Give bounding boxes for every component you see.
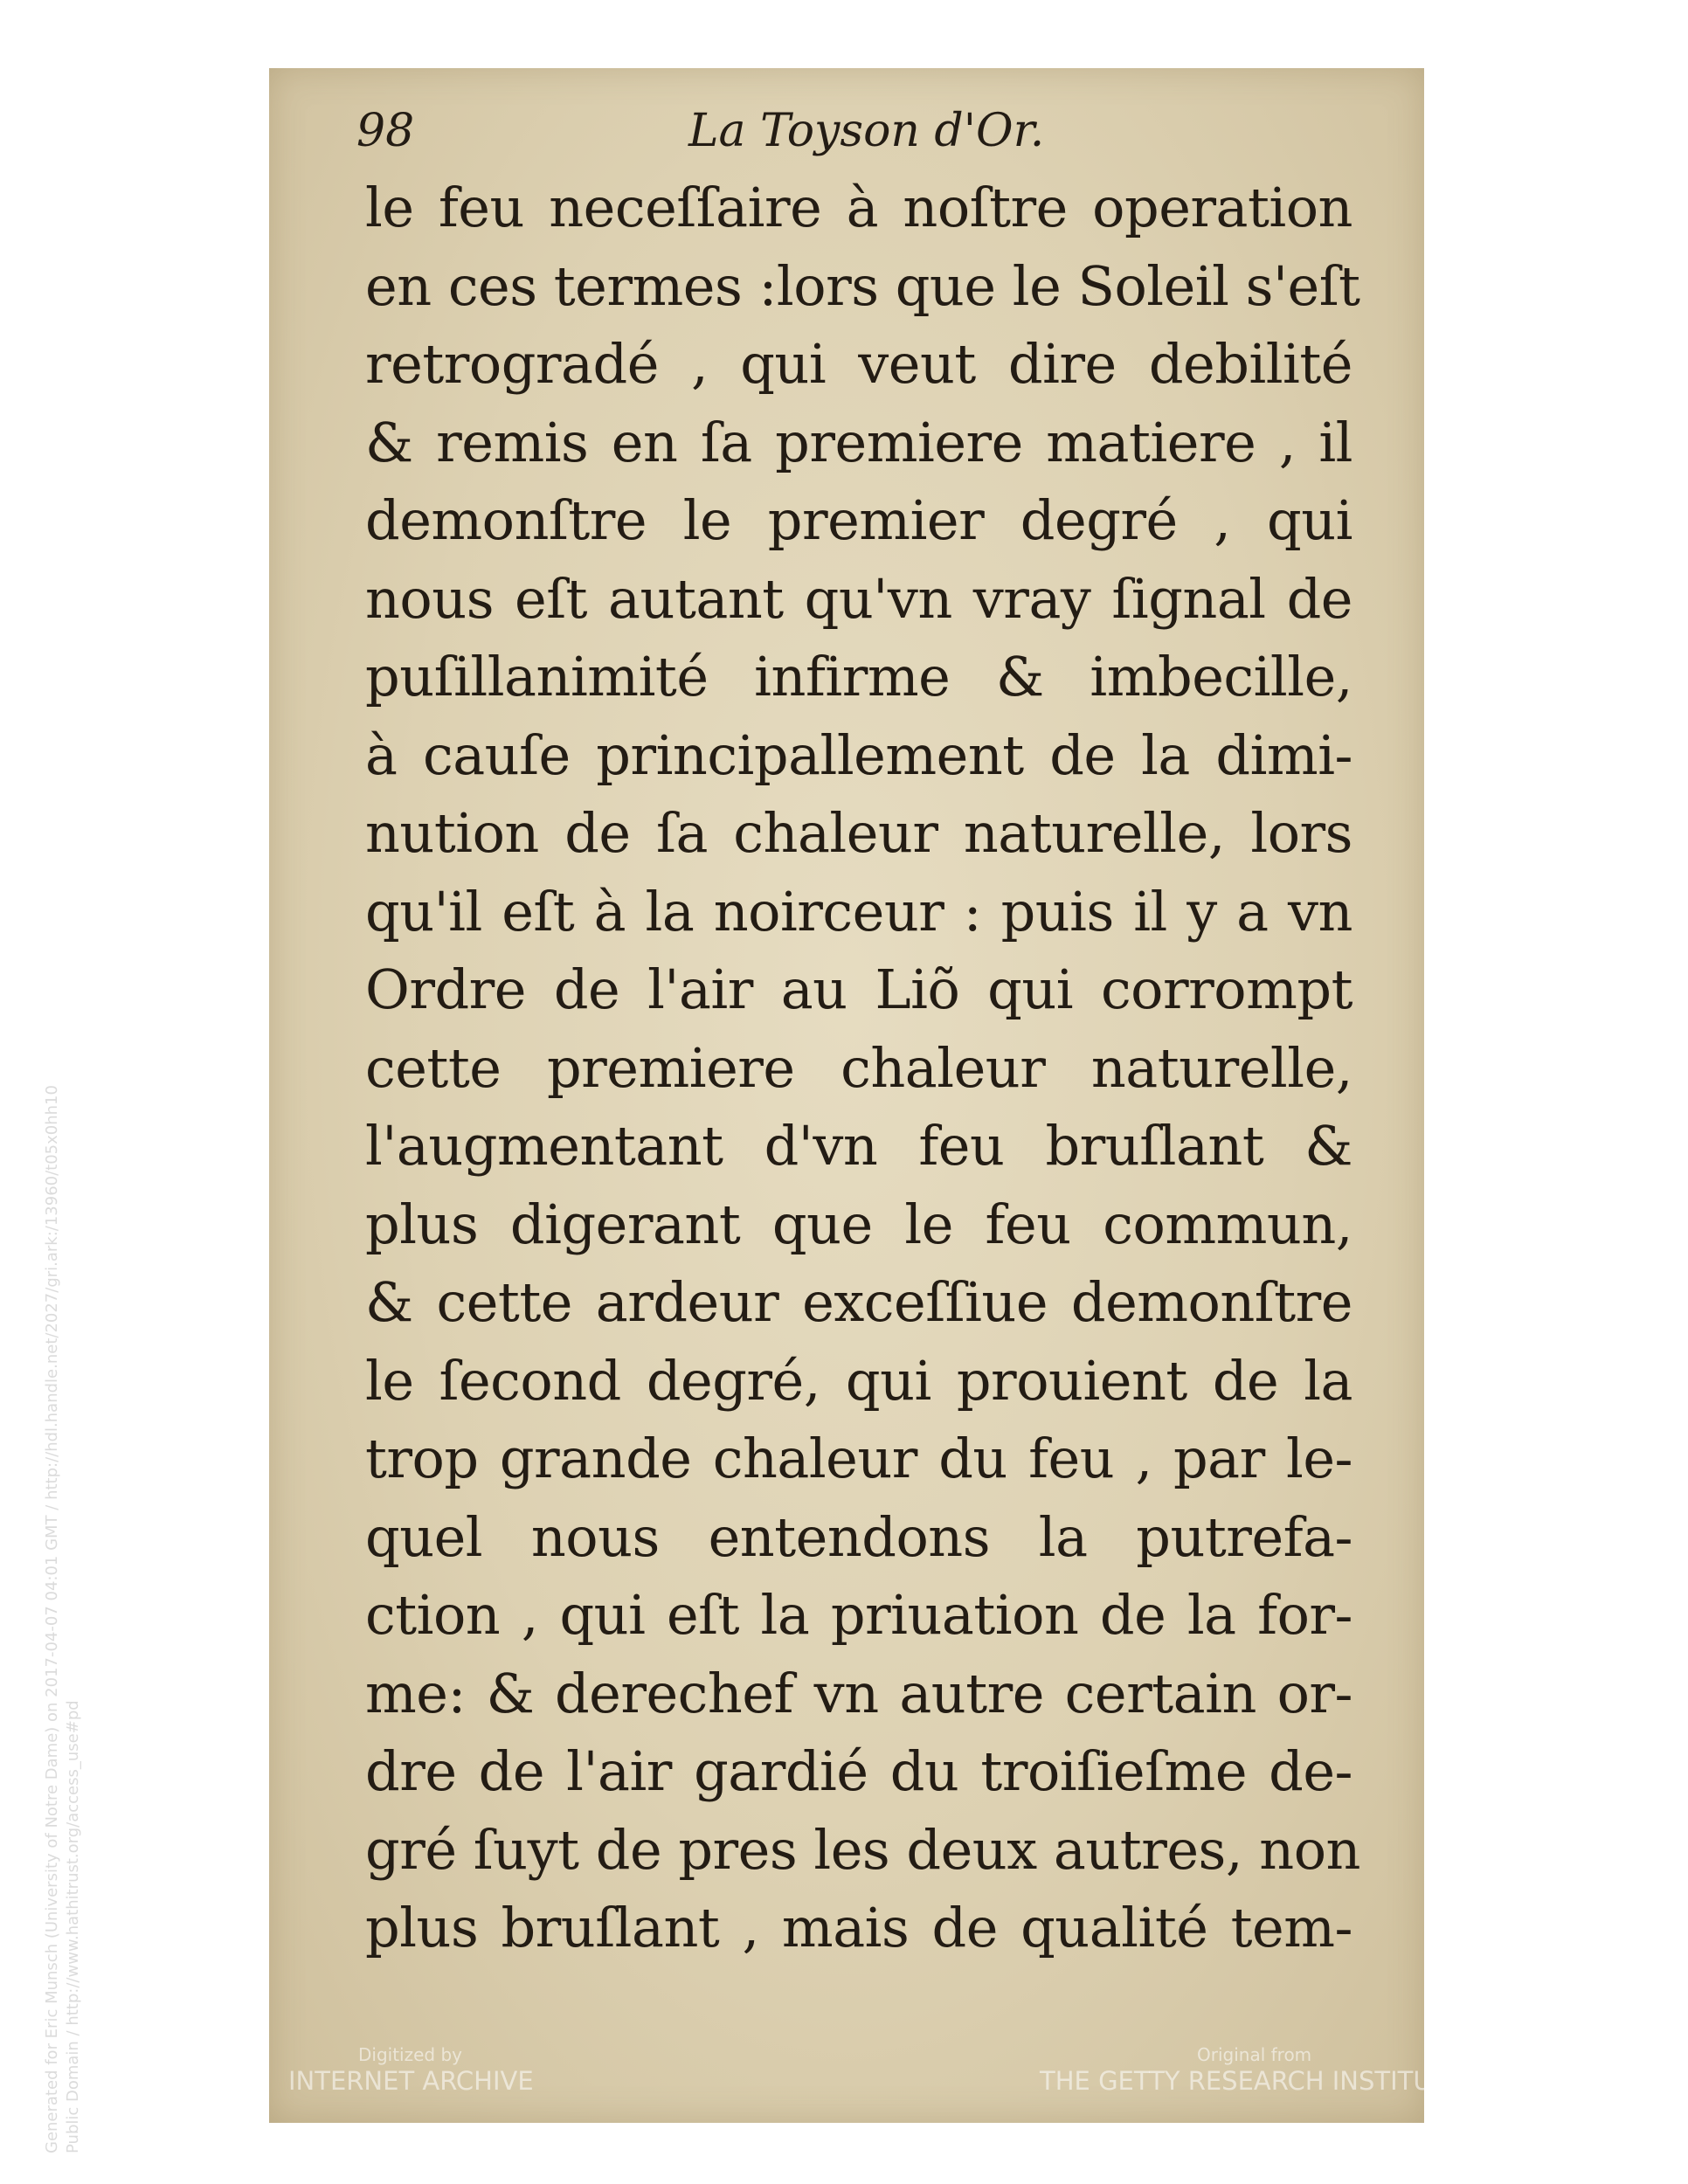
text-line: retrogradé , qui veut dire debilité xyxy=(365,332,1352,396)
text-line: à cauſe principallement de la dimi- xyxy=(365,722,1352,787)
scanned-book-page xyxy=(269,68,1424,2123)
digitized-source: INTERNET ARCHIVE xyxy=(288,2066,534,2096)
running-title: La Toyson d'Or. xyxy=(688,105,1045,157)
hathitrust-side-note xyxy=(42,756,84,2153)
text-line: demonſtre le premier degré , qui xyxy=(365,488,1352,552)
text-line: & cette ardeur exceſſiue demonſtre xyxy=(365,1270,1352,1334)
text-line: nous eſt autant qu'vn vray ſignal de xyxy=(365,566,1352,631)
text-line: l'augmentant d'vn feu bruſlant & xyxy=(365,1114,1352,1178)
digitized-by-label: Digitized by xyxy=(358,2044,462,2065)
text-line: trop grande chaleur du feu , par le- xyxy=(365,1427,1352,1490)
original-source: THE GETTY RESEARCH INSTITUTE xyxy=(1040,2066,1463,2096)
page-number: 98 xyxy=(356,105,415,157)
text-line: quel nous entendons la putrefa- xyxy=(365,1504,1352,1569)
text-line: en ces termes :lors que le Soleil s'eſt xyxy=(365,253,1360,318)
original-from-label: Original from xyxy=(1197,2044,1312,2065)
running-head xyxy=(356,105,1344,175)
text-line: qu'il eſt à la noirceur : puis il y a vn xyxy=(365,879,1352,943)
text-line: me: & derechef vn autre certain or- xyxy=(365,1661,1352,1725)
text-line: nution de ſa chaleur naturelle, lors xyxy=(365,801,1352,865)
text-line: le feu neceſſaire à noſtre operation xyxy=(365,176,1352,239)
text-line: gré ſuyt de pres les deux autres, non xyxy=(365,1817,1360,1882)
text-line: ction , qui eſt la priuation de la for- xyxy=(365,1583,1352,1647)
text-line: cette premiere chaleur naturelle, xyxy=(365,1035,1352,1100)
text-line: Ordre de l'air au Liõ qui corrompt xyxy=(365,957,1352,1021)
text-line: plus bruſlant , mais de qualité tem- xyxy=(365,1896,1352,1959)
side-note-line: Public Domain / http://www.hathitrust.org/access_use#pd xyxy=(64,1700,82,2153)
text-line: puſillanimité infirme & imbecille, xyxy=(365,645,1352,708)
body-text xyxy=(365,169,1360,1967)
text-line: dre de l'air gardié du troiſieſme de- xyxy=(365,1739,1352,1803)
side-note-line: Generated for Eric Munsch (University of Notre Dame) on 2017-04-07 04:01 GMT / http://hdl.handle.net/2027/gri.ark:/13960/t05x0hh10 xyxy=(43,1085,61,2153)
text-line: & remis en ſa premiere matiere , il xyxy=(365,410,1352,474)
text-line: plus digerant que le feu commun, xyxy=(365,1192,1352,1256)
text-line: le ſecond degré, qui prouient de la xyxy=(365,1348,1352,1413)
